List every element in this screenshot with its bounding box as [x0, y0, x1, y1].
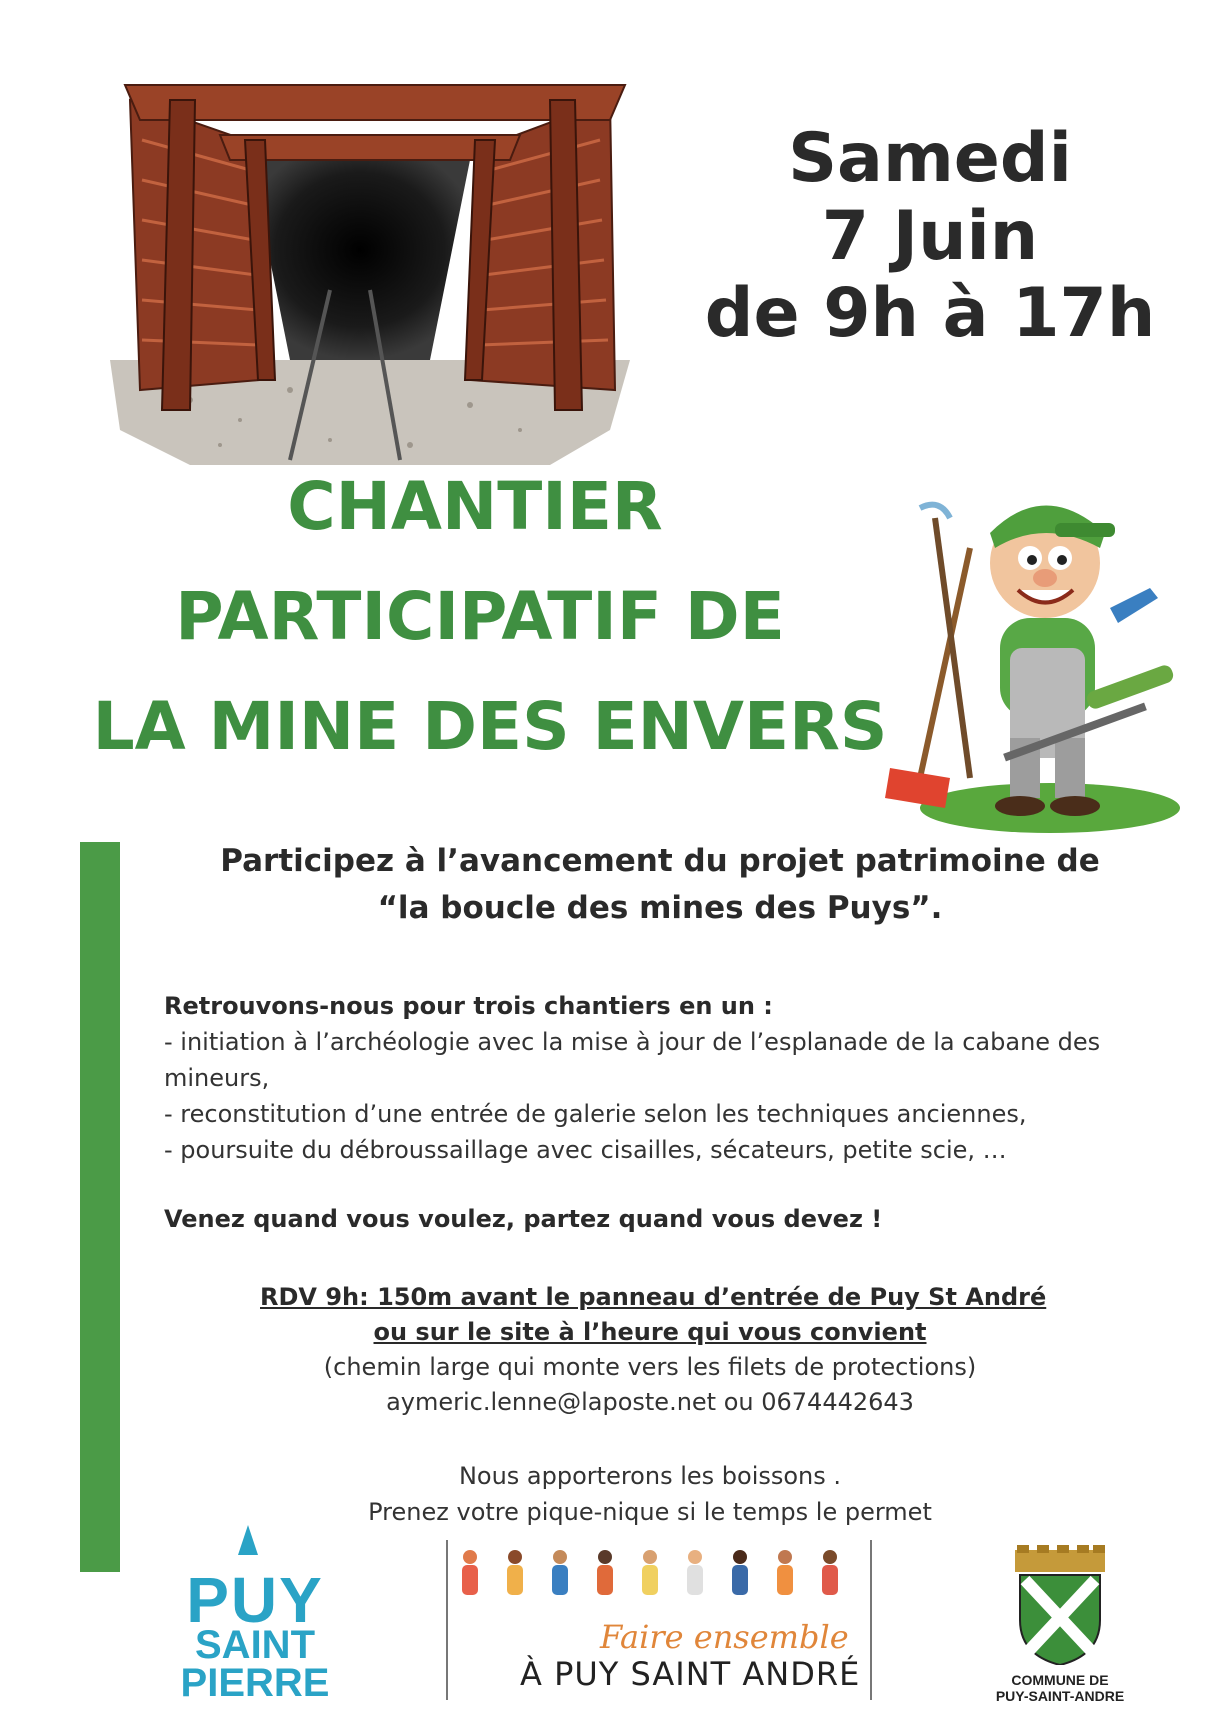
- people-group-icon: [450, 1545, 870, 1615]
- activities-intro: Retrouvons-nous pour trois chantiers en un :: [164, 992, 773, 1020]
- bring-info: [260, 1458, 1040, 1530]
- come-when-you-want: Venez quand vous voulez, partez quand vous devez !: [164, 1205, 883, 1233]
- divider: [870, 1540, 872, 1700]
- rdv-line-1: RDV 9h: 150m avant le panneau d’entrée de Puy St André: [260, 1283, 1047, 1311]
- commune-label-2: PUY-SAINT-ANDRE: [995, 1688, 1125, 1704]
- title-line-2: PARTICIPATIF DE: [175, 578, 785, 655]
- rdv-line-2: ou sur le site à l’heure qui vous convient: [373, 1318, 927, 1346]
- commune-label-1: COMMUNE DE: [1011, 1672, 1109, 1688]
- puy-saint-pierre-logo: [170, 1525, 340, 1705]
- divider: [446, 1540, 448, 1700]
- church-icon: [228, 1525, 268, 1565]
- rdv-note: (chemin large qui monte vers les filets de protections): [323, 1353, 977, 1381]
- date-hours: de 9h à 17h: [704, 274, 1156, 354]
- meeting-info: [260, 1280, 1047, 1420]
- date-date: 7 Juin: [821, 196, 1039, 276]
- green-side-bar: [80, 842, 120, 1572]
- contact-info: aymeric.lenne@laposte.net ou 0674442643: [386, 1388, 914, 1416]
- lead-paragraph: [160, 838, 1160, 931]
- bring-line-1: Nous apporterons les boissons .: [458, 1462, 842, 1490]
- puy-logo-line-1: PUY: [186, 1564, 324, 1636]
- date-day: Samedi: [788, 119, 1072, 198]
- activity-item: - initiation à l’archéologie avec la mise à jour de l’esplanade de la cabane des: [164, 1028, 1101, 1056]
- event-date-block: [680, 120, 1180, 353]
- puy-logo-line-2: SAINT: [195, 1623, 315, 1667]
- bring-line-2: Prenez votre pique-nique si le temps le permet: [368, 1498, 932, 1526]
- coat-of-arms-icon: [1005, 1545, 1115, 1665]
- puy-logo-line-3: PIERRE: [180, 1661, 330, 1705]
- faire-ensemble-script: Faire ensemble: [600, 1618, 849, 1656]
- title-line-3: LA MINE DES ENVERS: [92, 688, 888, 765]
- title-line-1: CHANTIER: [287, 468, 663, 545]
- activities-block: [164, 988, 1164, 1168]
- gardener-character-illustration: [880, 478, 1190, 838]
- faire-ensemble-main: À PUY SAINT ANDRÉ: [520, 1655, 861, 1693]
- lead-line-2: “la boucle des mines des Puys”.: [377, 889, 943, 926]
- activity-item: - reconstitution d’une entrée de galerie selon les techniques anciennes,: [164, 1100, 1027, 1128]
- lead-line-1: Participez à l’avancement du projet patrimoine de: [220, 843, 1100, 879]
- activity-item: - poursuite du débroussaillage avec cisailles, sécateurs, petite scie, …: [164, 1136, 1007, 1164]
- mine-tunnel-illustration: [70, 60, 670, 490]
- activity-item: mineurs,: [164, 1064, 270, 1092]
